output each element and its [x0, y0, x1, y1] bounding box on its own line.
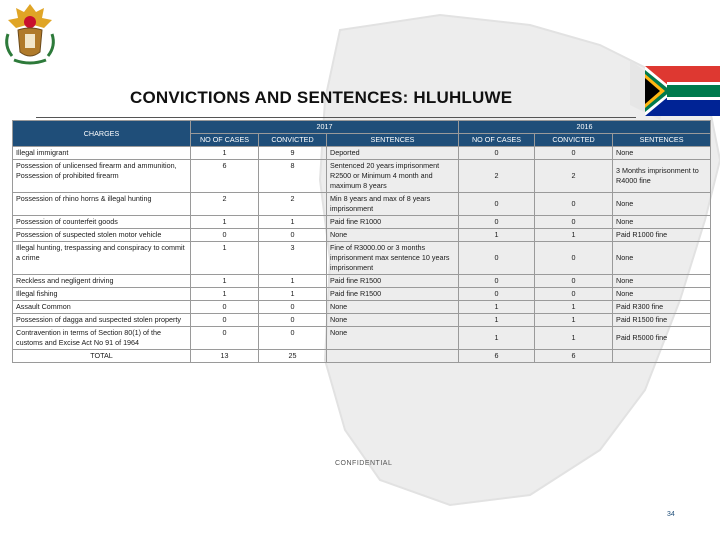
sentence-2017-cell: Paid fine R1500 — [327, 288, 459, 301]
table-row — [13, 314, 711, 327]
total-sentences-2017 — [327, 350, 459, 363]
sentence-2016-cell: Paid R1000 fine — [613, 229, 711, 242]
charge-cell: Illegal hunting, trespassing and conspiracy to commit a crime — [13, 242, 191, 275]
table-row — [13, 193, 711, 216]
year-2017-header: 2017 — [191, 121, 459, 134]
sentence-2017-cell: None — [327, 314, 459, 327]
convicted-2016-cell: 0 — [535, 216, 613, 229]
charge-cell: Possession of unlicensed firearm and ammunition, Possession of prohibited firearm — [13, 160, 191, 193]
convicted-2017-cell: 1 — [259, 216, 327, 229]
charge-cell: Possession of counterfeit goods — [13, 216, 191, 229]
convicted-2016-cell: 1 — [535, 314, 613, 327]
cases-2017-cell: 0 — [191, 327, 259, 350]
cases-2017-cell: 6 — [191, 160, 259, 193]
col-convicted-2017: CONVICTED — [259, 134, 327, 147]
table-row — [13, 229, 711, 242]
convicted-2016-cell: 0 — [535, 288, 613, 301]
sentence-2016-cell: None — [613, 242, 711, 275]
page-title: CONVICTIONS AND SENTENCES: HLUHLUWE — [130, 88, 513, 107]
cases-2017-cell: 1 — [191, 147, 259, 160]
cases-2016-cell: 0 — [459, 242, 535, 275]
convicted-2016-cell: 1 — [535, 229, 613, 242]
sentence-2017-cell: Deported — [327, 147, 459, 160]
col-cases-2016: NO OF CASES — [459, 134, 535, 147]
col-sentences-2016: SENTENCES — [613, 134, 711, 147]
sentence-2017-cell: None — [327, 229, 459, 242]
page-number: 34 — [667, 511, 675, 518]
total-cases-2016: 6 — [459, 350, 535, 363]
cases-2017-cell: 1 — [191, 242, 259, 275]
cases-2017-cell: 0 — [191, 229, 259, 242]
cases-2016-cell: 0 — [459, 193, 535, 216]
cases-2017-cell: 1 — [191, 275, 259, 288]
year-header-row — [13, 121, 711, 134]
convicted-2017-cell: 3 — [259, 242, 327, 275]
cases-2016-cell: 2 — [459, 160, 535, 193]
total-row — [13, 350, 711, 363]
cases-2016-cell: 1 — [459, 327, 535, 350]
convicted-2017-cell: 0 — [259, 327, 327, 350]
cases-2017-cell: 1 — [191, 288, 259, 301]
cases-2017-cell: 2 — [191, 193, 259, 216]
charge-cell: Illegal fishing — [13, 288, 191, 301]
south-africa-flag-icon — [645, 66, 720, 116]
sentence-2017-cell: Min 8 years and max of 8 years imprisonment — [327, 193, 459, 216]
total-cases-2017: 13 — [191, 350, 259, 363]
sentence-2016-cell: None — [613, 216, 711, 229]
charge-cell: Assault Common — [13, 301, 191, 314]
convicted-2017-cell: 0 — [259, 229, 327, 242]
convicted-2016-cell: 1 — [535, 301, 613, 314]
col-sentences-2017: SENTENCES — [327, 134, 459, 147]
sentence-2016-cell: None — [613, 288, 711, 301]
convicted-2017-cell: 2 — [259, 193, 327, 216]
year-2016-header: 2016 — [459, 121, 711, 134]
charge-cell: Illegal immigrant — [13, 147, 191, 160]
convicted-2016-cell: 2 — [535, 160, 613, 193]
charge-cell: Possession of suspected stolen motor vehicle — [13, 229, 191, 242]
convicted-2016-cell: 0 — [535, 275, 613, 288]
sentence-2017-cell: Paid fine R1000 — [327, 216, 459, 229]
cases-2017-cell: 1 — [191, 216, 259, 229]
title-divider — [36, 117, 636, 118]
cases-2017-cell: 0 — [191, 301, 259, 314]
convicted-2016-cell: 1 — [535, 327, 613, 350]
table-row — [13, 275, 711, 288]
convicted-2017-cell: 8 — [259, 160, 327, 193]
cases-2016-cell: 0 — [459, 216, 535, 229]
convictions-table — [12, 120, 711, 363]
charge-cell: Possession of dagga and suspected stolen property — [13, 314, 191, 327]
convicted-2016-cell: 0 — [535, 242, 613, 275]
sentence-2016-cell: None — [613, 193, 711, 216]
cases-2016-cell: 1 — [459, 301, 535, 314]
convicted-2017-cell: 0 — [259, 301, 327, 314]
convicted-2017-cell: 0 — [259, 314, 327, 327]
table-row — [13, 160, 711, 193]
table-row — [13, 147, 711, 160]
sentence-2016-cell: Paid R1500 fine — [613, 314, 711, 327]
cases-2016-cell: 0 — [459, 275, 535, 288]
charge-cell: Possession of rhino horns & illegal hunting — [13, 193, 191, 216]
convicted-2016-cell: 0 — [535, 193, 613, 216]
cases-2016-cell: 1 — [459, 229, 535, 242]
total-convicted-2016: 6 — [535, 350, 613, 363]
table-row — [13, 288, 711, 301]
convicted-2017-cell: 1 — [259, 275, 327, 288]
sentence-2017-cell: None — [327, 301, 459, 314]
sentence-2017-cell: None — [327, 327, 459, 350]
total-label: TOTAL — [13, 350, 191, 363]
sentence-2017-cell: Paid fine R1500 — [327, 275, 459, 288]
sentence-2016-cell: Paid R5000 fine — [613, 327, 711, 350]
cases-2016-cell: 1 — [459, 314, 535, 327]
table-body — [13, 147, 711, 350]
confidential-label: CONFIDENTIAL — [335, 460, 393, 467]
convicted-2016-cell: 0 — [535, 147, 613, 160]
charge-cell: Contravention in terms of Section 80(1) of the customs and Excise Act No 91 of 1964 — [13, 327, 191, 350]
convicted-2017-cell: 1 — [259, 288, 327, 301]
sentence-2017-cell: Fine of R3000.00 or 3 months imprisonment max sentence 10 years imprisonment — [327, 242, 459, 275]
table-row — [13, 242, 711, 275]
table-row — [13, 216, 711, 229]
col-cases-2017: NO OF CASES — [191, 134, 259, 147]
charges-header: CHARGES — [13, 121, 191, 147]
sentence-2016-cell: 3 Months imprisonment to R4000 fine — [613, 160, 711, 193]
cases-2016-cell: 0 — [459, 147, 535, 160]
charge-cell: Reckless and negligent driving — [13, 275, 191, 288]
sentence-2016-cell: Paid R300 fine — [613, 301, 711, 314]
table-row — [13, 327, 711, 350]
sentence-2017-cell: Sentenced 20 years imprisonment R2500 or Minimum 4 month and maximum 8 years — [327, 160, 459, 193]
coat-of-arms-logo — [0, 0, 60, 70]
table-row — [13, 301, 711, 314]
sentence-2016-cell: None — [613, 147, 711, 160]
cases-2017-cell: 0 — [191, 314, 259, 327]
total-sentences-2016 — [613, 350, 711, 363]
cases-2016-cell: 0 — [459, 288, 535, 301]
total-convicted-2017: 25 — [259, 350, 327, 363]
sentence-2016-cell: None — [613, 275, 711, 288]
convicted-2017-cell: 9 — [259, 147, 327, 160]
col-convicted-2016: CONVICTED — [535, 134, 613, 147]
